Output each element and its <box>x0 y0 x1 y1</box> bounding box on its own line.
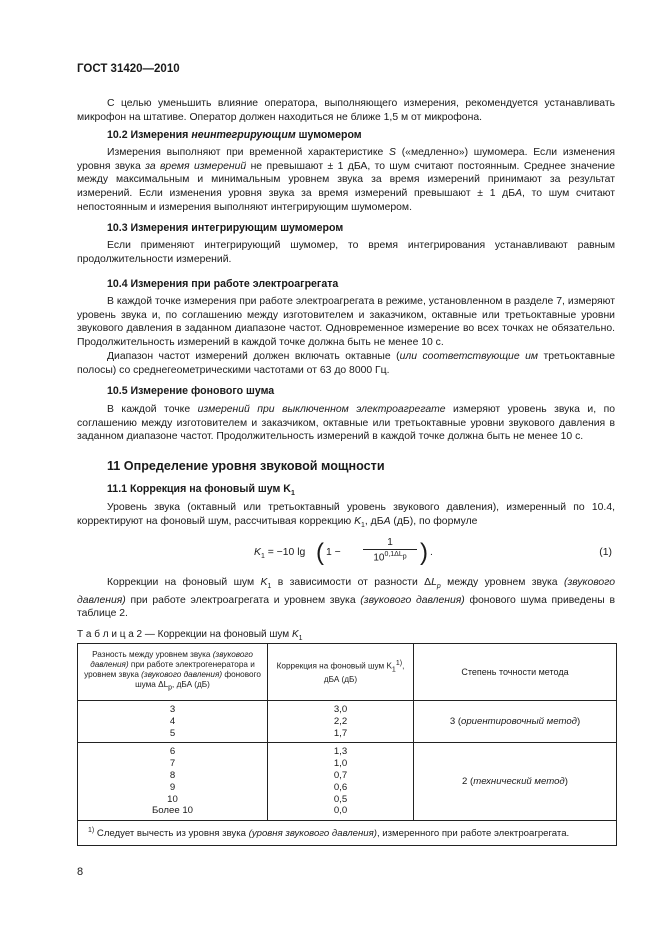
formula-open-paren: ( <box>316 539 324 566</box>
diff-value: 8 <box>169 769 176 781</box>
formula-lhs: $K_1 = -10$ lg <box>254 547 306 561</box>
diff-cell-group-1 <box>78 701 268 743</box>
corr-cell-group-1 <box>268 701 414 743</box>
diff-value: 3 <box>169 704 176 715</box>
intro-paragraph: С целью уменьшить влияние оператора, выполняющего измерения, рекомендуется устанавливать микрофон на штативе. Оператор должен находиться не ближе 1,5 м от микрофона. <box>77 98 615 123</box>
section-11-1-text: Уровень звука (октавный или третьоктавный уровень звукового давления), измеренный по 10.4, корректируют на фоновый шум, рассчитывая коррекцию $K_1$, дБА (дБ), по формуле <box>77 502 615 529</box>
section-10-3-text: Если применяют интегрирующий шумомер, то время интегрирования устанавливают равным продолжительности измерений. <box>77 240 615 265</box>
table-header-row <box>78 644 617 701</box>
formula-period: . <box>430 547 433 558</box>
section-11-heading: 11 Определение уровня звуковой мощности <box>107 459 385 473</box>
section-10-2-heading: 10.2 Измерения неинтегрирующим шумомером <box>107 129 362 141</box>
formula-number: (1) <box>599 547 612 558</box>
table-row <box>78 743 617 821</box>
section-10-3-heading: 10.3 Измерения интегрирующим шумомером <box>107 222 344 234</box>
corr-value: 0,6 <box>333 781 348 793</box>
formula-close-paren: ) <box>420 539 428 566</box>
section-10-4-heading: 10.4 Измерения при работе электроагрегата <box>107 278 339 290</box>
table-caption: Т а б л и ц а 2 — Коррекции на фоновый шум $K_1$ <box>77 629 303 642</box>
diff-value: 10 <box>167 793 178 805</box>
table-intro-paragraph: Коррекции на фоновый шум $K_1$ в зависимости от разности $\Delta L_p$ между уровнем звука (звукового давления) при работе электроагрегата и уровнем звука (звукового давления) фонового шума приведены в таблице 2. <box>77 577 615 620</box>
section-10-2-text: Измерения выполняют при временной характеристике S («медленно») шумомера. Если изменения уровня звука за время измерений не превышают ± 1 дБА, то шум считают постоянным. Среднее значение между максимальным и минимальным уровнем звука за время измерений принимают за результат измерений. Если изменения уровня звука за время измерений превышают ± 1 дБА, то шум считают непостоянным и измерения выполняют интегрирующим шумомером. <box>77 147 615 213</box>
header-correction: Коррекция на фоновый шум $K_1^{1)}$, дБА (дБ) <box>268 644 414 701</box>
corr-value: 1,3 <box>333 746 348 758</box>
diff-value: 6 <box>169 746 176 758</box>
diff-cell-group-2 <box>78 743 268 821</box>
method-cell-group-1: 3 (ориентировочный метод) <box>414 701 617 743</box>
formula-denominator: $10^{0,1\Delta L_p}$ <box>373 551 407 564</box>
formula-inner-term: 1 − <box>326 547 341 558</box>
section-10-5-text: В каждой точке измерений при выключенном электроагрегате измеряют уровень звука и, по соглашению между изготовителем и заказчиком, октавные или третьоктавные уровни звукового давления в заданном диапазоне частот. Продолжительность измерений в каждой точке должна быть не менее 10 с. <box>77 404 615 443</box>
diff-value: 4 <box>169 715 176 727</box>
table-footnote-row <box>78 821 617 846</box>
formula-1 <box>250 537 620 573</box>
section-10-4-text-2: Диапазон частот измерений должен включать октавные (или соответствующие им третьоктавные полосы) со среднегеометрическими частотами от 63 до 8000 Гц. <box>77 351 615 376</box>
corr-cell-group-2 <box>268 743 414 821</box>
diff-value: 5 <box>169 727 176 739</box>
corr-value: 0,5 <box>333 793 348 805</box>
section-11-1-heading: 11.1 Коррекция на фоновый шум $K_1$ <box>107 483 295 498</box>
formula-numerator: 1 <box>363 537 417 550</box>
table-row <box>78 701 617 743</box>
corr-value: 2,2 <box>333 715 348 727</box>
header-accuracy: Степень точности метода <box>414 644 617 701</box>
corr-value: 1,7 <box>333 727 348 739</box>
method-cell-group-2: 2 (технический метод) <box>414 743 617 821</box>
header-difference: Разность между уровнем звука (звукового давления) при работе электрогенератора и уровнем звука (звукового давления) фонового шума $\Delta L_p$, дБА (дБ) <box>78 644 268 701</box>
standard-header: ГОСТ 31420—2010 <box>77 63 180 75</box>
section-10-5-heading: 10.5 Измерение фонового шума <box>107 385 275 397</box>
formula-fraction <box>363 537 417 563</box>
table-footnote: $^{1)}$ Следует вычесть из уровня звука (уровня звукового давления), измеренного при работе электроагрегата. <box>78 821 617 846</box>
diff-value: 9 <box>169 781 176 793</box>
corr-value: 0,7 <box>333 769 348 781</box>
section-10-4-text-1: В каждой точке измерения при работе электроагрегата в режиме, установленном в разделе 7, измеряют уровень звука и, по соглашению между изготовителем и заказчиком, октавные или третьоктавные уровни звукового давления в заданном диапазоне частот. Одновременное измерение во всех точках не обязательно. Продолжительность измерений в каждой точке должна быть не менее 10 с. <box>77 296 615 349</box>
correction-table <box>77 643 617 846</box>
diff-value: 7 <box>169 758 176 770</box>
page-number: 8 <box>77 866 84 878</box>
corr-value: 0,0 <box>333 805 348 817</box>
corr-value: 1,0 <box>333 758 348 770</box>
corr-value: 3,0 <box>333 704 348 715</box>
diff-value: Более 10 <box>151 805 194 817</box>
